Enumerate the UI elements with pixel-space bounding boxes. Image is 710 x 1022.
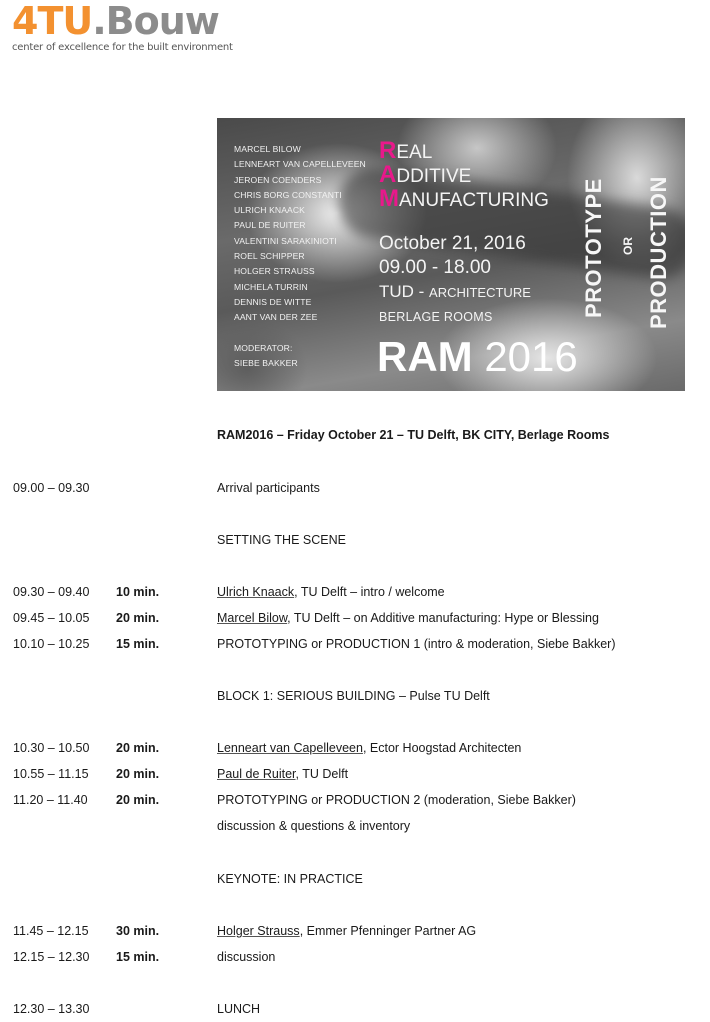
event-hours: 09.00 - 18.00 (379, 257, 491, 278)
speaker-name: JEROEN COENDERS (234, 174, 322, 185)
4tu-bouw-logo (12, 0, 233, 53)
schedule-text: , Emmer Pfenninger Partner AG (299, 924, 477, 938)
vertical-or-text: OR (621, 237, 635, 255)
schedule-row (0, 741, 710, 761)
schedule-time: 10.10 – 10.25 (13, 637, 90, 651)
vertical-production-text: PRODUCTION (646, 176, 671, 329)
logo-tagline: center of excellence for the built environment (12, 42, 233, 53)
speaker-name: ULRICH KNAACK (234, 205, 306, 216)
schedule-row (0, 793, 710, 813)
schedule-text: , Ector Hoogstad Architecten (362, 741, 522, 755)
schedule-text: , TU Delft (295, 767, 349, 781)
speaker-name: DENNIS DE WITTE (234, 296, 312, 307)
event-rooms: BERLAGE ROOMS (379, 310, 493, 324)
schedule-description (217, 585, 445, 599)
schedule-text: KEYNOTE: IN PRACTICE (217, 872, 363, 886)
logo-wordmark (12, 0, 233, 42)
speaker-name: PAUL DE RUITER (234, 220, 306, 231)
speaker-name: CHRIS BORG CONSTANTI (234, 189, 342, 200)
speaker-link[interactable]: Marcel Bilow (217, 611, 288, 625)
schedule-description (217, 689, 490, 703)
schedule-description (217, 1002, 260, 1016)
schedule-row (0, 585, 710, 605)
title-line-additive: ADDITIVE (379, 161, 472, 188)
schedule-description (217, 481, 320, 495)
schedule-row (0, 924, 710, 944)
schedule-time: 12.30 – 13.30 (13, 1002, 90, 1016)
schedule-time: 09.45 – 10.05 (13, 611, 90, 625)
program-heading: RAM2016 – Friday October 21 – TU Delft, BK CITY, Berlage Rooms (217, 428, 610, 442)
schedule-duration: 20 min. (116, 741, 160, 755)
schedule-text: , TU Delft – intro / welcome (294, 585, 445, 599)
schedule-description (217, 872, 363, 886)
schedule-text: LUNCH (217, 1002, 261, 1016)
schedule-time: 10.30 – 10.50 (13, 741, 90, 755)
schedule-row (0, 872, 710, 892)
speaker-link[interactable]: Lenneart van Capelleveen (217, 741, 363, 755)
schedule-row (0, 819, 710, 839)
schedule-duration: 20 min. (116, 767, 160, 781)
speaker-name: HOLGER STRAUSS (234, 266, 315, 277)
speaker-name: LENNEART VAN CAPELLEVEEN (234, 159, 366, 170)
title-line-manufacturing: MANUFACTURING (379, 185, 549, 212)
speaker-link[interactable]: Holger Strauss (217, 924, 300, 938)
schedule-description (217, 611, 599, 625)
schedule-text: PROTOTYPING or PRODUCTION 1 (intro & moderation, Siebe Bakker) (217, 637, 616, 651)
schedule-description (217, 637, 616, 651)
schedule-description (217, 533, 346, 547)
moderator-label: MODERATOR: (234, 342, 293, 353)
schedule-text: Arrival participants (217, 481, 320, 495)
schedule-duration: 30 min. (116, 924, 160, 938)
schedule-time: 09.30 – 09.40 (13, 585, 90, 599)
schedule-duration: 10 min. (116, 585, 160, 599)
schedule-row (0, 481, 710, 501)
schedule-text: PROTOTYPING or PRODUCTION 2 (moderation, Siebe Bakker) (217, 793, 576, 807)
ram-acronym-title (379, 137, 549, 212)
schedule-text: , TU Delft – on Additive manufacturing: Hype or Blessing (287, 611, 599, 625)
speaker-name: AANT VAN DER ZEE (234, 312, 318, 323)
schedule-time: 11.20 – 11.40 (13, 793, 88, 807)
speaker-name: VALENTINI SARAKINIOTI (234, 235, 337, 246)
speaker-list (234, 142, 366, 371)
schedule-row (0, 611, 710, 631)
schedule-text: BLOCK 1: SERIOUS BUILDING – Pulse TU Delft (217, 689, 490, 703)
schedule-time: 10.55 – 11.15 (13, 767, 89, 781)
schedule-description (217, 950, 275, 964)
schedule-duration: 15 min. (116, 950, 160, 964)
schedule-text: discussion & questions & inventory (217, 819, 411, 833)
schedule-row (0, 533, 710, 553)
schedule-time: 11.45 – 12.15 (13, 924, 89, 938)
event-date: October 21, 2016 (379, 233, 526, 254)
event-name: RAM 2016 (377, 333, 578, 380)
logo-dot: . (92, 0, 106, 43)
schedule-description (217, 924, 476, 938)
schedule-description (217, 767, 348, 781)
schedule-row (0, 637, 710, 657)
schedule-description (217, 819, 410, 833)
speaker-link[interactable]: Ulrich Knaack (217, 585, 295, 599)
event-poster (217, 118, 685, 391)
schedule-text: SETTING THE SCENE (217, 533, 346, 547)
speaker-name: MARCEL BILOW (234, 144, 301, 154)
moderator-name: SIEBE BAKKER (234, 357, 298, 368)
schedule-row (0, 950, 710, 970)
event-place: TUD - ARCHITECTURE (379, 282, 531, 301)
speaker-link[interactable]: Paul de Ruiter (217, 767, 296, 781)
schedule-text: discussion (217, 950, 276, 964)
title-line-real: REAL (379, 137, 433, 164)
logo-bouw: Bouw (105, 0, 219, 43)
schedule-duration: 20 min. (116, 611, 160, 625)
speaker-name: MICHELA TURRIN (234, 281, 308, 292)
schedule-description (217, 741, 521, 755)
schedule-row (0, 689, 710, 709)
schedule-time: 09.00 – 09.30 (13, 481, 90, 495)
logo-4tu: 4TU (12, 0, 93, 43)
event-info (379, 231, 531, 329)
speaker-name: ROEL SCHIPPER (234, 251, 305, 262)
schedule-description (217, 793, 576, 807)
schedule-time: 12.15 – 12.30 (13, 950, 90, 964)
schedule-duration: 20 min. (116, 793, 160, 807)
schedule-duration: 15 min. (116, 637, 160, 651)
vertical-prototype-text: PROTOTYPE (581, 178, 606, 318)
schedule-row (0, 767, 710, 787)
schedule-row (0, 1002, 710, 1022)
